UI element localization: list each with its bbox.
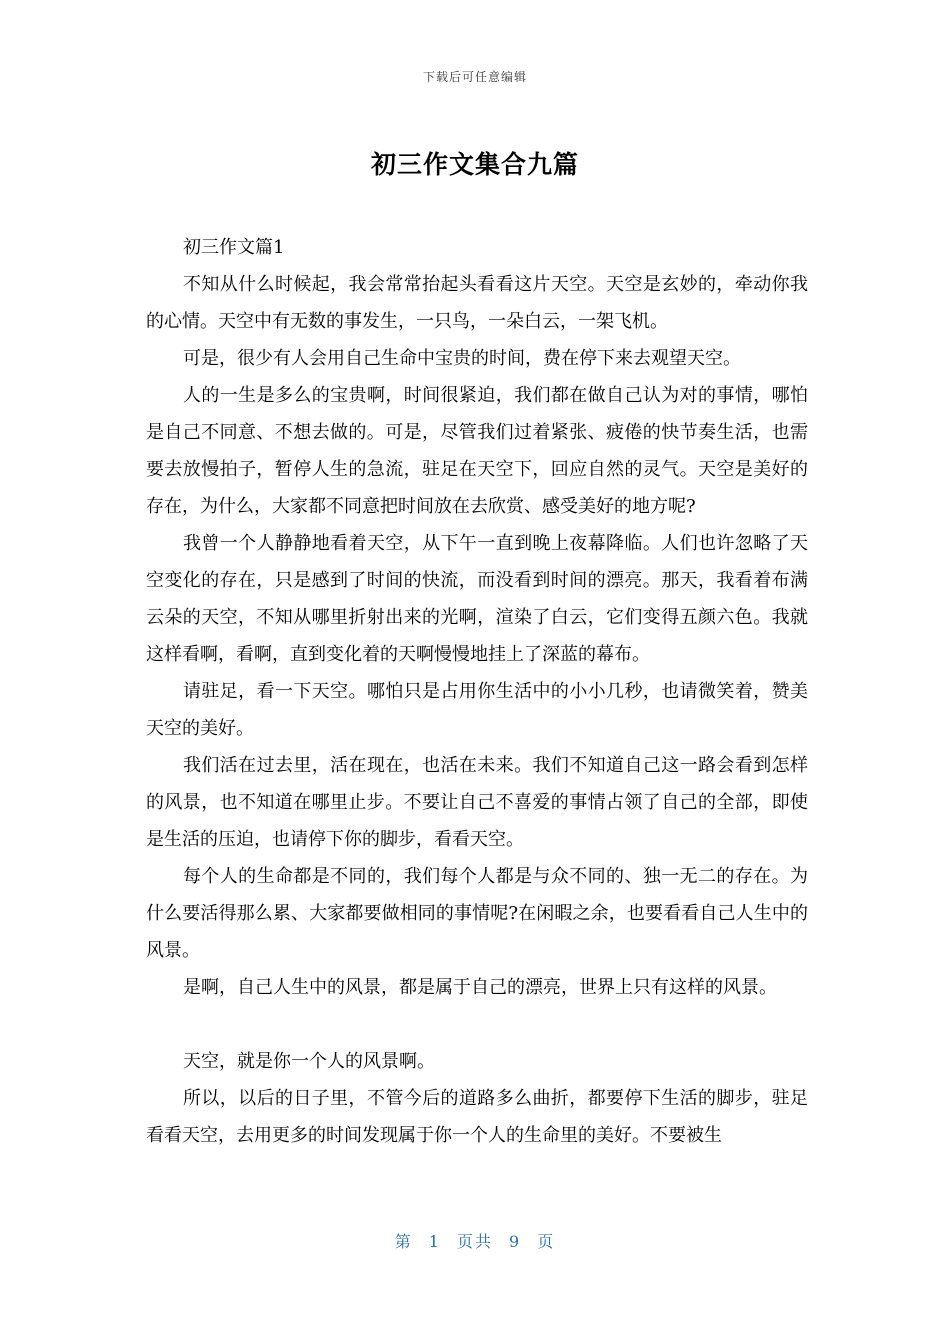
paragraph: 我曾一个人静静地看着天空，从下午一直到晚上夜幕降临。人们也许忽略了天空变化的存在，只是感到了时间的快流，而没看到时间的漂亮。那天，我看着布满云朵的天空，不知从哪里折射出来的光啊，渲染了白云，它们变得五颜六色。我就这样看啊，看啊，直到变化着的天啊慢慢地挂上了深蓝的幕布。 [146,533,808,665]
paragraph: 人的一生是多么的宝贵啊，时间很紧迫，我们都在做自己认为对的事情，哪怕是自己不同意、不想去做的。可是，尽管我们过着紧张、疲倦的快节奏生活，也需要去放慢拍子，暂停人生的急流，驻足在天空下，回应自然的灵气。天空是美好的存在，为什么，大家都不同意把时间放在去欣赏、感受美好的地方呢? [146,385,808,517]
footer-label-middle: 页共 [456,1232,493,1251]
document-title: 初三作文集合九篇 [370,150,579,179]
section-heading: 初三作文篇1 [183,237,285,258]
paragraph: 可是，很少有人会用自己生命中宝贵的时间，费在停下来去观望天空。 [183,348,741,369]
paragraph: 请驻足，看一下天空。哪怕只是占用你生活中的小小几秒，也请微笑着，赞美天空的美好。 [146,681,808,739]
footer-label-before: 第 [394,1232,413,1251]
footer-page-current: 1 [428,1232,441,1251]
paragraph: 每个人的生命都是不同的，我们每个人都是与众不同的、独一无二的存在。为什么要活得那么累、大家都要做相同的事情呢?在闲暇之余，也要看看自己人生中的风景。 [146,866,808,961]
footer-page-total: 9 [509,1232,522,1251]
footer-label-after: 页 [537,1232,556,1251]
page-header-note: 下载后可任意编辑 [422,70,527,84]
paragraph: 不知从什么时候起，我会常常抬起头看看这片天空。天空是玄妙的，牵动你我的心情。天空中有无数的事发生，一只鸟，一朵白云，一架飞机。 [146,274,808,332]
paragraph: 天空，就是你一个人的风景啊。 [183,1051,435,1072]
paragraph: 是啊，自己人生中的风景，都是属于自己的漂亮，世界上只有这样的风景。 [183,977,777,998]
page-footer [0,1229,950,1252]
paragraph: 我们活在过去里，活在现在，也活在未来。我们不知道自己这一路会看到怎样的风景，也不知道在哪里止步。不要让自己不喜爱的事情占领了自己的全部，即使是生活的压迫，也请停下你的脚步，看看天空。 [146,755,808,850]
document-body [146,229,808,1154]
paragraph: 所以，以后的日子里，不管今后的道路多么曲折，都要停下生活的脚步，驻足看看天空，去用更多的时间发现属于你一个人的生命里的美好。不要被生 [146,1088,808,1146]
